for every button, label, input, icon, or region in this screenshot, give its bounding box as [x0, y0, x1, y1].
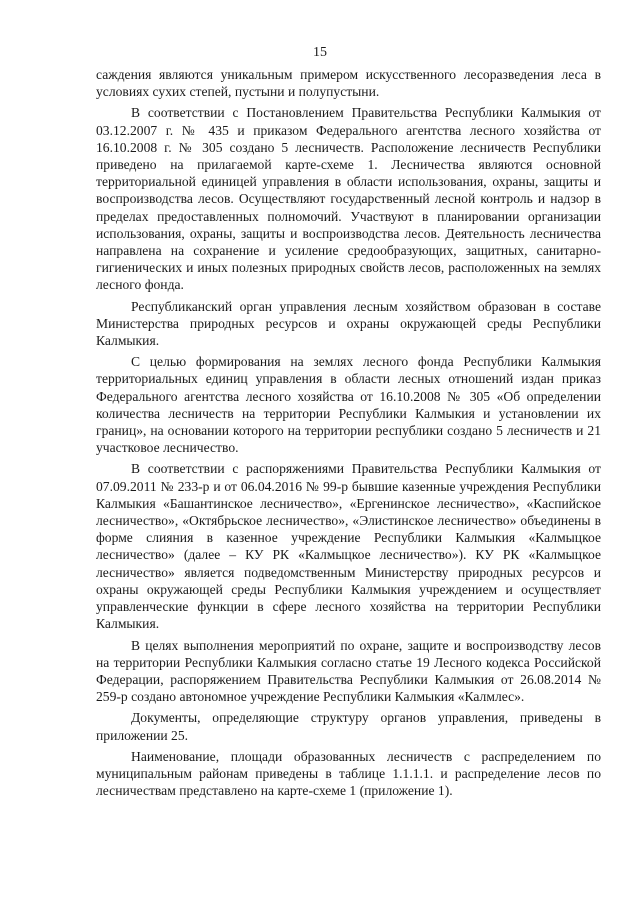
- body-text: [96, 66, 601, 803]
- paragraph-2: В соответствии с Постановлением Правительства Республики Калмыкия от 03.12.2007 г. № 435 и приказом Федерального агентства лесного хозяйства от 16.10.2008 г. № 305 создано 5 лесничеств. Расположение лесничеств Республики приведено на прилагаемой карте-схеме 1. Лесничества являются основной территориальной единицей управления в области использования, охраны, защиты и воспроизводства лесов. Осуществляют государственный лесной контроль и надзор в пределах предоставленных полномочий. Участвуют в планировании организации использования, охраны, защиты и воспроизводства лесов. Деятельность лесничества направлена на сохранение и усиление средообразующих, защитных, санитарно-гигиенических и иных полезных природных свойств лесов, расположенных на землях лесного фонда.: [96, 105, 601, 293]
- paragraph-1: саждения являются уникальным примером искусственного лесоразведения леса в условиях сухих степей, пустыни и полупустыни.: [96, 67, 601, 100]
- paragraph-6: В целях выполнения мероприятий по охране, защите и воспроизводству лесов на территории Республики Калмыкия согласно статье 19 Лесного кодекса Российской Федерации, распоряжением Правительства Республики Калмыкия от 26.08.2014 № 259-р создано автономное учреждение Республики Калмыкия «Калмлес».: [96, 637, 601, 705]
- paragraph-4: С целью формирования на землях лесного фонда Республики Калмыкия территориальных единиц управления в области лесных отношений издан приказ Федерального агентства лесного хозяйства от 16.10.2008 № 305 «Об определении количества лесничеств на территории Республики Калмыкия и установлении их границ», на основании которого на территории республики создано 5 лесничеств и 21 участковое лесничество.: [96, 354, 601, 456]
- paragraph-3: Республиканский орган управления лесным хозяйством образован в составе Министерства природных ресурсов и охраны окружающей среды Республики Калмыкия.: [96, 298, 601, 349]
- page-number: 15: [313, 45, 327, 60]
- paragraph-7: Документы, определяющие структуру органов управления, приведены в приложении 25.: [96, 710, 601, 743]
- paragraph-8: Наименование, площади образованных лесничеств с распределением по муниципальным районам приведены в таблице 1.1.1.1. и распределение лесов по лесничествам представлено на карте-схеме 1 (приложение 1).: [96, 748, 601, 799]
- paragraph-5: В соответствии с распоряжениями Правительства Республики Калмыкия от 07.09.2011 № 233-р и от 06.04.2016 № 99-р бывшие казенные учреждения Республики Калмыкия «Башантинское лесничество», «Ергенинское лесничество», «Каспийское лесничество», «Октябрьское лесничество», «Элистинское лесничество» объединены в форме слияния в казенное учреждение Республики Калмыкия «Калмыцкое лесничество» (далее – КУ РК «Калмыцкое лесничество»). КУ РК «Калмыцкое лесничество» является подведомственным Министерству природных ресурсов и охраны окружающей среды Республики Калмыкия учреждением и осуществляет управленческие функции в сфере лесного хозяйства на территории Республики Калмыкия.: [96, 461, 601, 632]
